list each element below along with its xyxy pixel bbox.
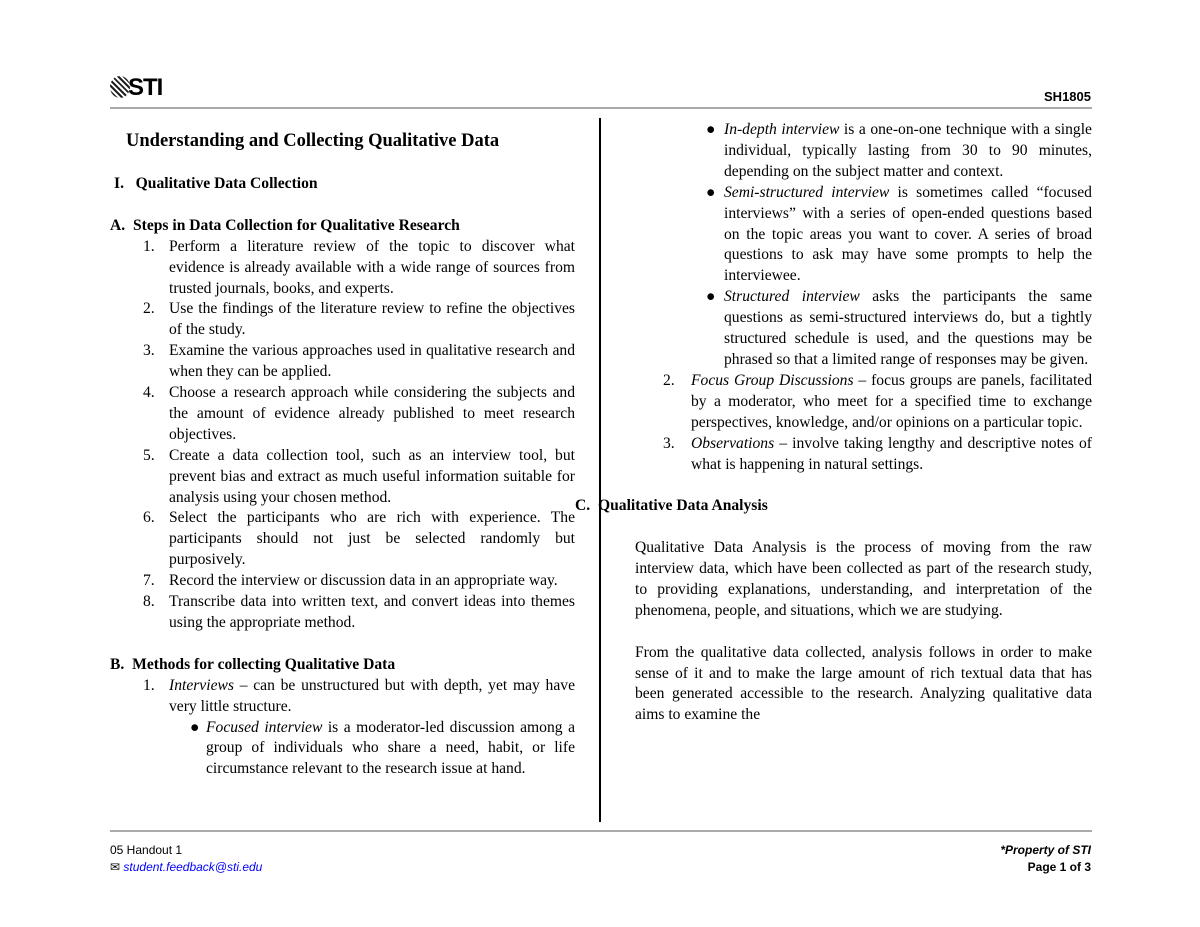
item-number: 3. [143, 342, 155, 360]
step-item [110, 299, 575, 341]
item-number: 8. [143, 593, 155, 611]
item-number: 1. [143, 676, 155, 694]
paragraph: Qualitative Data Analysis is the process of moving from the raw interview data, which have been collected as part of the research study, to providing explanations, understanding, and interpretation of the phenomena, people, and situations, which we are studying. [635, 539, 1092, 619]
method-focus-group [635, 371, 1092, 434]
bullet-item [635, 120, 1092, 183]
feedback-email-link[interactable]: student.feedback@sti.edu [123, 860, 263, 874]
item-text: Examine the various approaches used in qualitative research and when they can be applied. [169, 342, 575, 381]
item-text: is sometimes called “focused interviews” with a series of open-ended questions based on the topic areas you want to cover. A series of broad questions to ask may have some prompts to help the interviewee. [724, 183, 1092, 285]
item-text: Choose a research approach while considering the subjects and the amount of evidence already published to meet research objectives. [169, 384, 575, 443]
item-text: – involve taking lengthy and descriptive notes of what is happening in natural settings. [691, 434, 1092, 473]
page-title: Understanding and Collecting Qualitative Data [126, 131, 500, 151]
steps-list [110, 237, 575, 634]
step-item [110, 383, 575, 446]
right-column [575, 120, 1092, 726]
bullet-icon: ● [706, 183, 716, 201]
handout-label: 05 Handout 1 [110, 843, 183, 857]
section-number: I. [114, 175, 124, 192]
logo-text: STI [128, 74, 163, 101]
item-text: Record the interview or discussion data in an appropriate way. [169, 572, 558, 590]
term: In-depth interview [724, 121, 840, 138]
globe-icon [110, 76, 130, 98]
term: Semi-structured interview [724, 183, 890, 201]
section-title: Qualitative Data Collection [135, 175, 318, 192]
section-letter: B. [110, 655, 125, 673]
bullet-item [110, 718, 575, 781]
footer-left [110, 842, 262, 876]
header-rule [110, 107, 1092, 109]
section-a-heading [110, 216, 575, 237]
item-text: is a moderator-led discussion among a group of individuals who share a need, habit, or life circumstance relevant to the research issue at hand. [206, 718, 575, 778]
item-number: 3. [663, 434, 675, 452]
sti-logo [110, 74, 170, 106]
item-text: Select the participants who are rich with experience. The participants should not just be selected randomly but purposively. [169, 509, 575, 569]
term: Interviews [169, 676, 234, 694]
section-letter: A. [110, 216, 126, 234]
item-text: is a one-on-one technique with a single individual, typically lasting from 30 to 90 minutes, depending on the subject matter and context. [724, 121, 1092, 180]
bullet-item [635, 287, 1092, 371]
item-text: Use the findings of the literature review to refine the objectives of the study. [169, 300, 575, 339]
section-letter: C. [575, 497, 591, 515]
step-item [110, 571, 575, 592]
term: Focused interview [206, 718, 323, 736]
step-item [110, 237, 575, 300]
item-number: 2. [143, 300, 155, 318]
term: Structured interview [724, 288, 860, 306]
property-label: *Property of STI [1000, 843, 1091, 857]
item-text: Transcribe data into written text, and convert ideas into themes using the appropriate method. [169, 593, 575, 632]
item-text: asks the participants the same questions as semi-structured interviews do, but a tightly structured schedule is used, and the questions may be phrased so that a limited range of responses may be given. [724, 288, 1092, 368]
bullet-icon: ● [706, 288, 716, 306]
section-title: Steps in Data Collection for Qualitative Research [132, 216, 460, 234]
step-item [110, 508, 575, 571]
method-interviews [110, 676, 575, 718]
step-item [110, 446, 575, 509]
item-number: 1. [143, 237, 155, 255]
term: Observations [691, 434, 775, 452]
page-number: Page 1 of 3 [1027, 860, 1091, 874]
footer-rule [110, 830, 1092, 832]
item-text: – focus groups are panels, facilitated by a moderator, who meet for a specified time to exchange perspectives, knowledge, and/or opinions on a particular topic. [691, 371, 1092, 431]
bullet-icon: ● [190, 718, 200, 736]
term: Focus Group Discussions [691, 371, 854, 389]
step-item [110, 341, 575, 383]
method-observations [635, 434, 1092, 476]
item-number: 7. [143, 572, 155, 590]
document-code: SH1805 [1044, 89, 1091, 104]
section-b-heading [110, 655, 575, 676]
section-title: Qualitative Data Analysis [597, 497, 768, 515]
envelope-icon: ✉ [110, 860, 121, 874]
bullet-icon: ● [706, 121, 716, 138]
section-title: Methods for collecting Qualitative Data [132, 655, 396, 673]
left-column [110, 128, 575, 780]
footer-right [1000, 842, 1091, 876]
item-text: Perform a literature review of the topic to discover what evidence is already available with a wide range of sources from trusted journals, books, and experts. [169, 237, 575, 297]
bullet-item [635, 183, 1092, 288]
paragraph: From the qualitative data collected, analysis follows in order to make sense of it and to make the large amount of rich textual data that has been generated accessible to the research. Analyzing qualitative data aims to examine the [635, 643, 1092, 724]
step-item [110, 592, 575, 634]
item-text: Create a data collection tool, such as an interview tool, but prevent bias and extract as much useful information suitable for analysis using your chosen method. [169, 446, 575, 506]
column-divider [599, 118, 601, 822]
item-number: 6. [143, 509, 155, 527]
item-number: 4. [143, 384, 155, 402]
section-1-heading [114, 174, 575, 195]
item-text: – can be unstructured but with depth, yet may have very little structure. [169, 676, 575, 715]
section-c-heading [575, 496, 1092, 517]
item-number: 2. [663, 371, 675, 389]
item-number: 5. [143, 446, 155, 464]
